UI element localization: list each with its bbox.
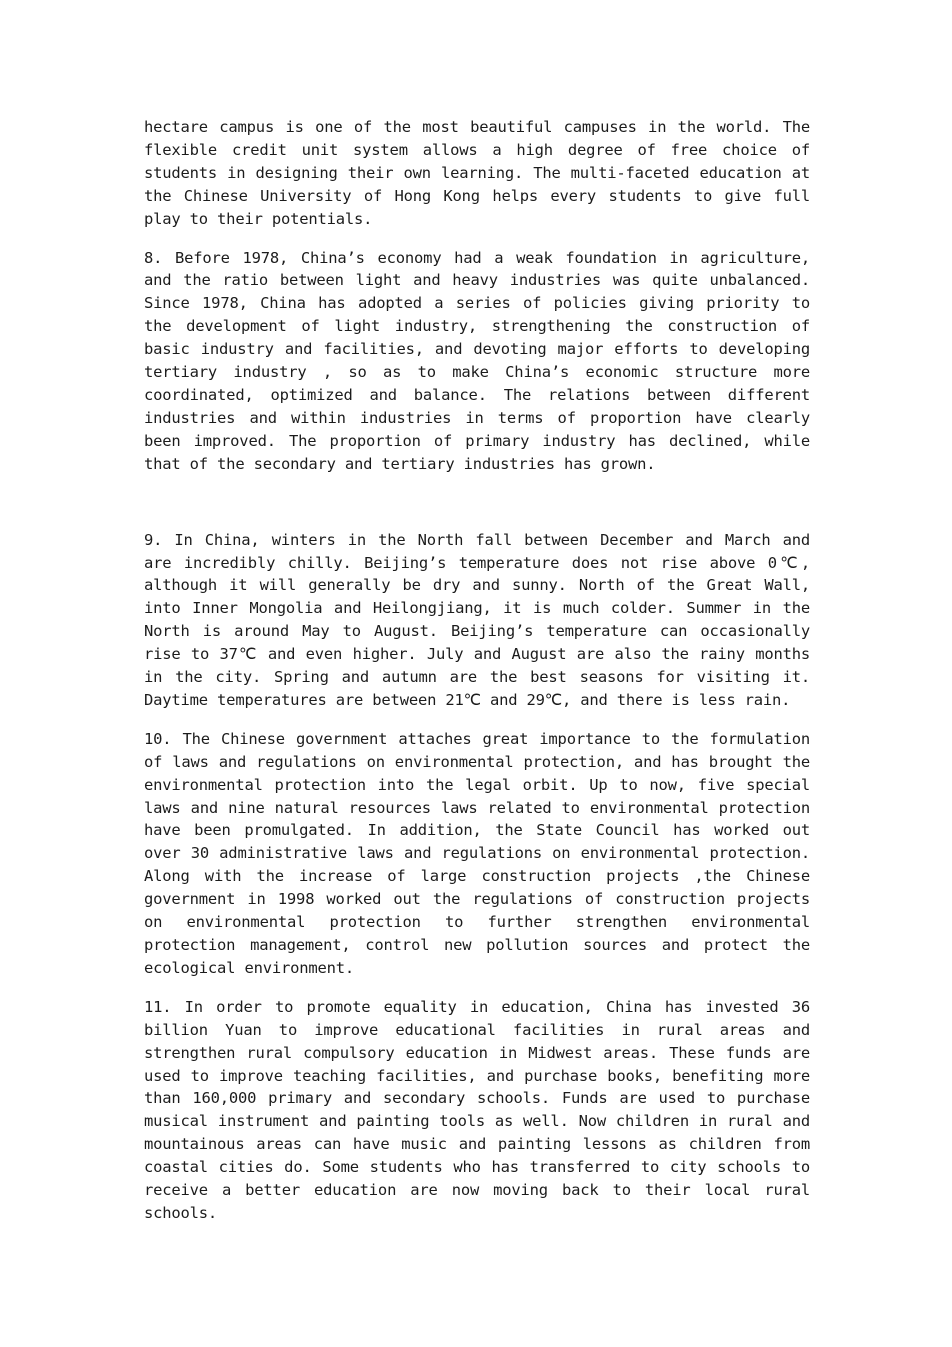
paragraph-campus: hectare campus is one of the most beautiful campuses in the world. The flexible credit unit system allows a high degree of free choice of students in designing their own learning. The multi-faceted education at the Chinese University of Hong Kong helps every students to give full play to their potentials. <box>144 118 810 228</box>
paragraph-8-economy: 8. Before 1978, China’s economy had a weak foundation in agriculture, and the ratio between light and heavy industries was quite unbalanced. Since 1978, China has adopted a series of policies giving priority to the development of light industry, strengthening the construction of basic industry and facilities, and devoting major efforts to developing tertiary industry , so as to make China’s economic structure more coordinated, optimized and balance. The relations between different industries and within industries in terms of proportion have clearly been improved. The proportion of primary industry has declined, while that of the secondary and tertiary industries has grown. <box>144 248 810 473</box>
document-page <box>144 116 810 1225</box>
paragraph-10-environment: 10. The Chinese government attaches great importance to the formulation of laws and regulations on environmental protection, and has brought the environmental protection into the legal orbit. Up to now, five special laws and nine natural resources laws related to environmental protection have been promulgated. In addition, the State Council has worked out over 30 administrative laws and regulations on environmental protection. Along with the increase of large construction projects ,the Chinese government in 1998 worked out the regulations of construction projects on environmental protection to further strengthen environmental protection management, control new pollution sources and protect the ecological environment. <box>144 729 810 977</box>
paragraph-11-education: 11. In order to promote equality in education, China has invested 36 billion Yuan to improve educational facilities in rural areas and strengthen rural compulsory education in Midwest areas. These funds are used to improve teaching facilities, and purchase books, benefiting more than 160,000 primary and secondary schools. Funds are used to purchase musical instrument and painting tools as well. Now children in rural and mountainous areas can have music and painting lessons as children from coastal cities do. Some students who has transferred to city schools to receive a better education are now moving back to their local rural schools. <box>144 997 810 1222</box>
paragraph-9-climate: 9. In China, winters in the North fall between December and March and are incredibly chilly. Beijing’s temperature does not rise above 0℃, although it will generally be dry and sunny. North of the Great Wall, into Inner Mongolia and Heilongjiang, it is much colder. Summer in the North is around May to August. Beijing’s temperature can occasionally rise to 37℃ and even higher. July and August are also the rainy months in the city. Spring and autumn are the best seasons for visiting it. Daytime temperatures are between 21℃ and 29℃, and there is less rain. <box>144 530 810 709</box>
